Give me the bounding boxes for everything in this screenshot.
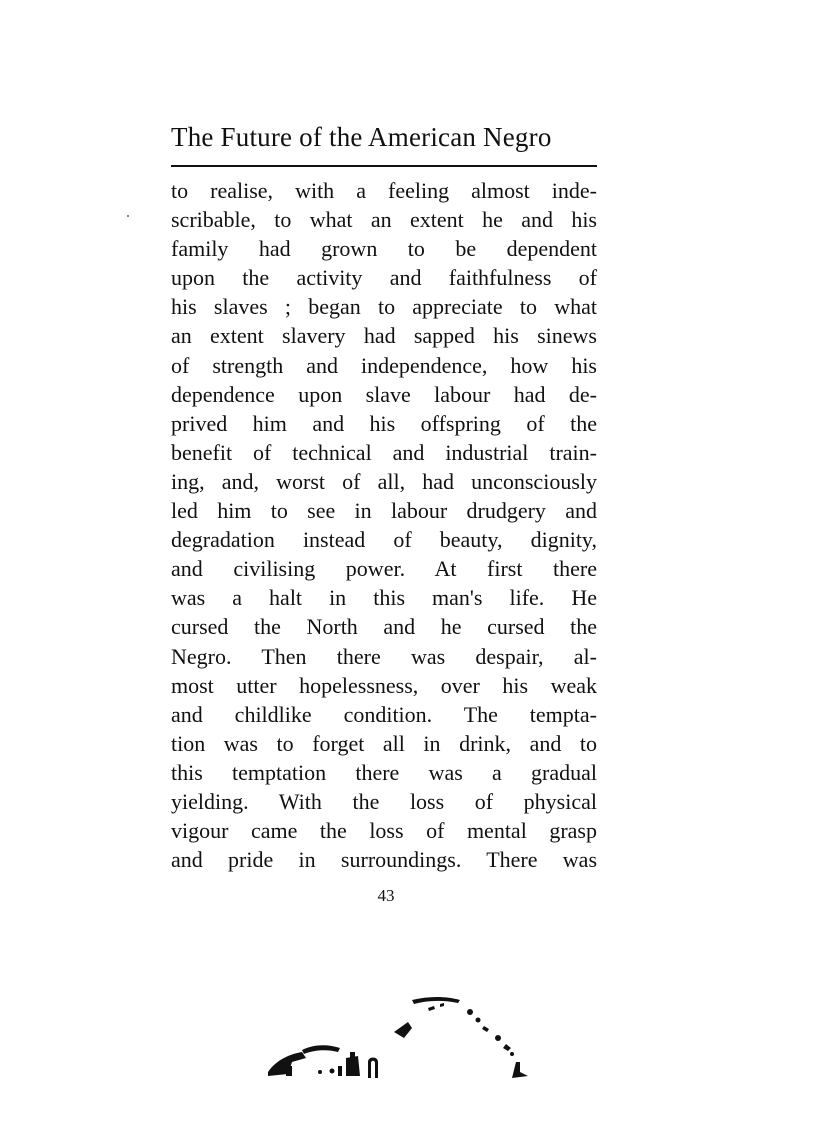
text-line: benefit of technical and industrial train- — [171, 439, 597, 465]
margin-speck — [127, 215, 129, 217]
text-line: vigour came the loss of mental grasp — [171, 818, 597, 844]
text-line: most utter hopelessness, over his weak — [171, 672, 597, 698]
text-line: and childlike condition. The tempta- — [171, 701, 597, 727]
text-line: cursed the North and he cursed the — [171, 614, 597, 640]
body-text — [171, 176, 597, 874]
text-line: to realise, with a feeling almost inde- — [171, 178, 597, 203]
library-stamp-mark — [262, 992, 542, 1082]
text-line: and civilising power. At first there — [171, 556, 597, 582]
text-line: degradation instead of beauty, dignity, — [171, 527, 597, 553]
text-line: tion was to forget all in drink, and to — [171, 730, 597, 756]
text-line: an extent slavery had sapped his sinews — [171, 323, 597, 349]
text-line: dependence upon slave labour had de- — [171, 381, 597, 407]
text-line: Negro. Then there was despair, al- — [171, 643, 597, 669]
text-line: family had grown to be dependent — [171, 236, 597, 262]
text-line: of strength and independence, how his — [171, 352, 597, 378]
text-line: was a halt in this man's life. He — [171, 585, 597, 611]
text-line: led him to see in labour drudgery and — [171, 498, 597, 524]
header-rule — [171, 165, 597, 167]
text-line: prived him and his offspring of the — [171, 410, 597, 436]
running-head: The Future of the American Negro — [171, 122, 552, 152]
text-line: upon the activity and faithfulness of — [171, 265, 597, 291]
text-line: scribable, to what an extent he and his — [171, 207, 597, 233]
text-line: ing, and, worst of all, had unconsciously — [171, 468, 597, 494]
text-line: his slaves ; began to appreciate to what — [171, 294, 597, 320]
page-number: 43 — [377, 886, 395, 905]
text-line: this temptation there was a gradual — [171, 759, 597, 785]
text-line: and pride in surroundings. There was — [171, 847, 597, 873]
text-line: yielding. With the loss of physical — [171, 788, 597, 814]
